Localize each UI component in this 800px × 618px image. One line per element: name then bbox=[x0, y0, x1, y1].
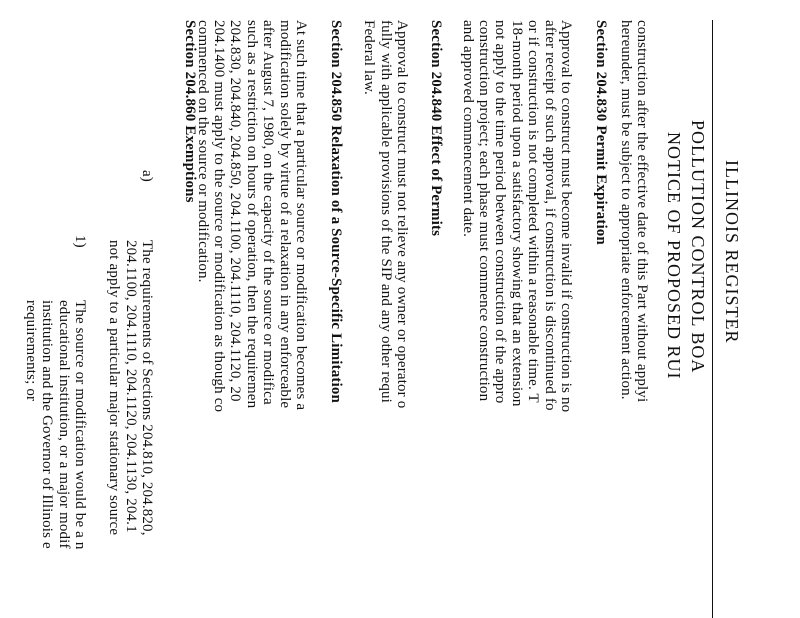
paragraph-line: 18-month period upon a satisfactory showing that an extension bbox=[508, 20, 525, 407]
paragraph-line: requirements; or bbox=[22, 300, 39, 402]
section-204-850-heading: Section 204.850 Relaxation of a Source-Specific Limitation bbox=[328, 20, 344, 403]
register-title: ILLINOIS REGISTER bbox=[722, 160, 742, 344]
section-204-840-paragraph bbox=[361, 20, 410, 408]
intro-paragraph bbox=[617, 20, 650, 402]
intro-line: hereunder, must be subject to appropriate enforcement action. bbox=[617, 20, 634, 400]
section-204-840-heading: Section 204.840 Effect of Permits bbox=[428, 20, 444, 237]
item-a-paragraph bbox=[106, 240, 155, 536]
paragraph-line: 204.1100, 204.1110, 204.1120, 204.1130, 204.1 bbox=[122, 240, 139, 533]
paragraph-line: after August 7, 1980, on the capacity of the source or modifica bbox=[260, 20, 277, 405]
header-rule bbox=[712, 20, 713, 618]
paragraph-line: such as a restriction on hours of operation, then the requiremen bbox=[243, 20, 260, 409]
paragraph-line: 204.1400 must apply to the source or modification as though co bbox=[210, 20, 227, 413]
section-204-830-heading: Section 204.830 Permit Expiration bbox=[593, 20, 609, 245]
paragraph-line: Federal law. bbox=[361, 20, 378, 95]
board-title: POLLUTION CONTROL BOA bbox=[688, 120, 708, 374]
paragraph-line: Approval to construct must become invalid if construction is no bbox=[558, 20, 574, 413]
item-a-label: a) bbox=[139, 170, 155, 182]
item-1-paragraph bbox=[22, 300, 88, 550]
paragraph-line: commenced on the source or modification. bbox=[194, 20, 211, 283]
paragraph-line: after receipt of such approval, if construction is discontinued fo bbox=[541, 20, 558, 411]
notice-title: NOTICE OF PROPOSED RUI bbox=[664, 132, 684, 380]
paragraph-line: Approval to construct must not relieve any owner or operator o bbox=[394, 20, 410, 409]
paragraph-line: 204.830, 204.840, 204.850, 204.1100, 204.1110, 204.1120, 20 bbox=[227, 20, 244, 402]
paragraph-line: not apply to a particular major stationary source bbox=[106, 240, 123, 536]
paragraph-line: fully with applicable provisions of the SIP and any other requi bbox=[377, 20, 394, 403]
item-1-label: 1) bbox=[72, 235, 88, 248]
paragraph-line: educational institution, or a major modif bbox=[55, 300, 72, 549]
paragraph-line: not apply to the time period between construction of the appro bbox=[492, 20, 509, 404]
paragraph-line: or if construction is not completed within a reasonable time. T bbox=[525, 20, 542, 403]
section-204-830-paragraph bbox=[459, 20, 574, 412]
paragraph-line: modification solely by virtue of a relaxation in any enforceable bbox=[276, 20, 293, 409]
paragraph-line: The requirements of Sections 204.810, 204.820, bbox=[139, 240, 155, 536]
paragraph-line: The source or modification would be a n bbox=[72, 300, 88, 550]
section-204-860-heading: Section 204.860 Exemptions bbox=[182, 20, 198, 203]
paragraph-line: and approved commencement date. bbox=[459, 20, 476, 238]
paragraph-line: institution and the Governor of Illinois e bbox=[39, 300, 56, 549]
section-204-850-paragraph bbox=[194, 20, 309, 412]
intro-line: construction after the effective date of this Part without applyi bbox=[634, 20, 650, 403]
paragraph-line: construction project; each phase must commence construction bbox=[475, 20, 492, 402]
paragraph-line: At such time that a particular source or modification becomes a bbox=[293, 20, 309, 411]
